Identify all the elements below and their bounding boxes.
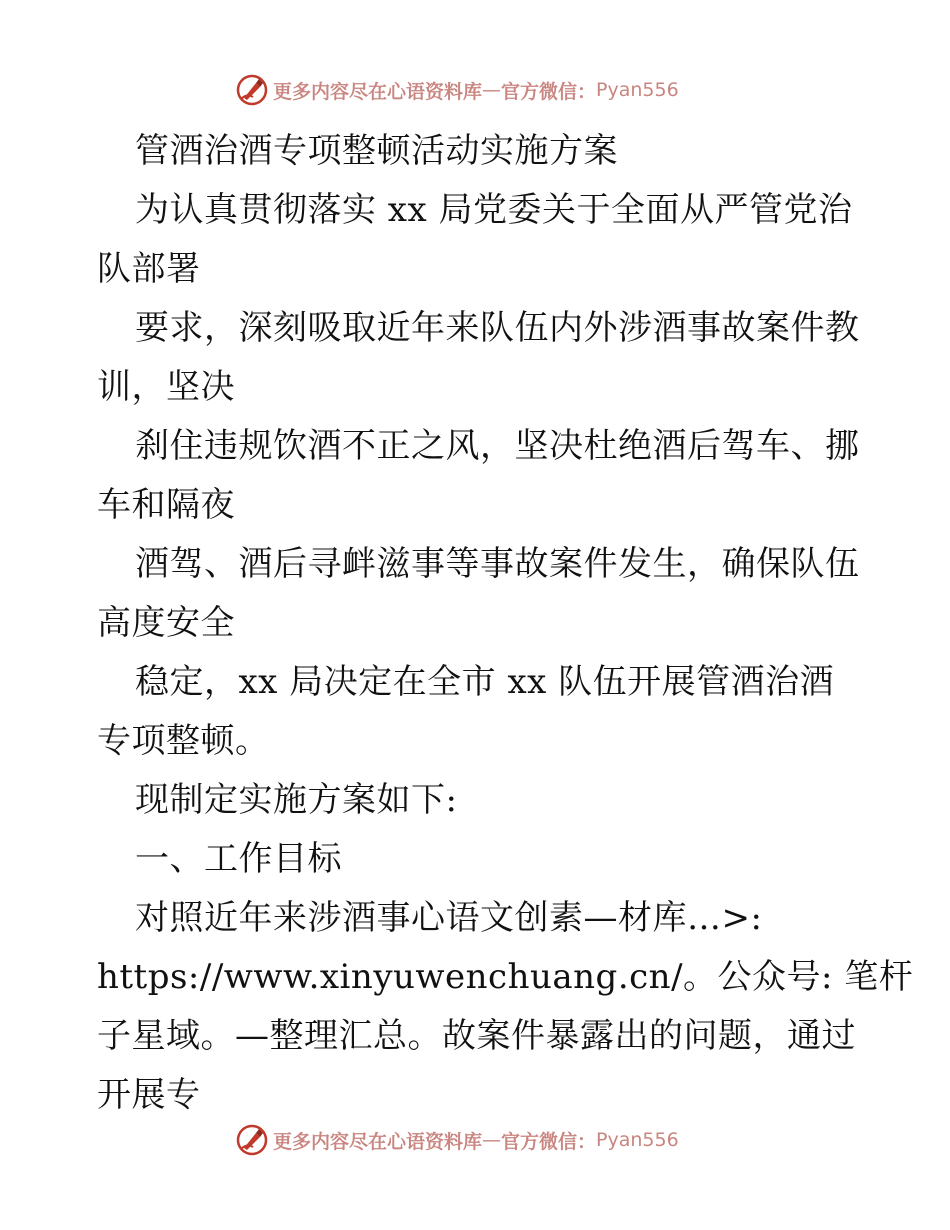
text-line: 子星域。—整理汇总。故案件暴露出的问题，通过 (97, 1016, 856, 1056)
text-line: 车和隔夜 (97, 485, 235, 525)
text-line: 专项整顿。 (97, 721, 270, 761)
text-line: 要求，深刻吸取近年来队伍内外涉酒事故案件教 (135, 308, 860, 348)
banner-dash: — (482, 1129, 502, 1151)
text-line: 稳定，xx 局决定在全市 xx 队伍开展管酒治酒 (135, 662, 835, 702)
text-line: 高度安全 (97, 603, 235, 643)
text-line: 训，坚决 (97, 367, 235, 407)
text-line: 队部署 (97, 249, 201, 289)
text-line: 酒驾、酒后寻衅滋事等事故案件发生，确保队伍 (135, 544, 860, 584)
banner-wechat-label: 官方微信： (501, 80, 597, 103)
document-body (97, 122, 914, 1125)
banner-text: 更多内容尽在心语资料库 (273, 1130, 483, 1153)
pen-nib-logo-icon (235, 73, 269, 107)
text-line: 开展专 (97, 1075, 201, 1115)
text-line: 现制定实施方案如下: (135, 780, 458, 820)
banner-wechat-id: Pyan556 (596, 1129, 679, 1151)
banner-wechat-id: Pyan556 (596, 79, 679, 101)
text-line: 对照近年来涉酒事心语文创素—材库…>: (135, 898, 763, 938)
document-title: 管酒治酒专项整顿活动实施方案 (135, 131, 618, 171)
section-heading: 一、工作目标 (135, 839, 342, 879)
text-line: 为认真贯彻落实 xx 局党委关于全面从严管党治 (135, 190, 853, 230)
header-banner (235, 72, 679, 108)
banner-dash: — (482, 79, 502, 101)
text-line: 刹住违规饮酒不正之风，坚决杜绝酒后驾车、挪 (135, 426, 860, 466)
footer-banner (235, 1122, 679, 1158)
url-line: https://www.xinyuwenchuang.cn/。公众号: 笔杆 (97, 957, 914, 997)
banner-text: 更多内容尽在心语资料库 (273, 80, 483, 103)
pen-nib-logo-icon (235, 1123, 269, 1157)
banner-wechat-label: 官方微信： (501, 1130, 597, 1153)
